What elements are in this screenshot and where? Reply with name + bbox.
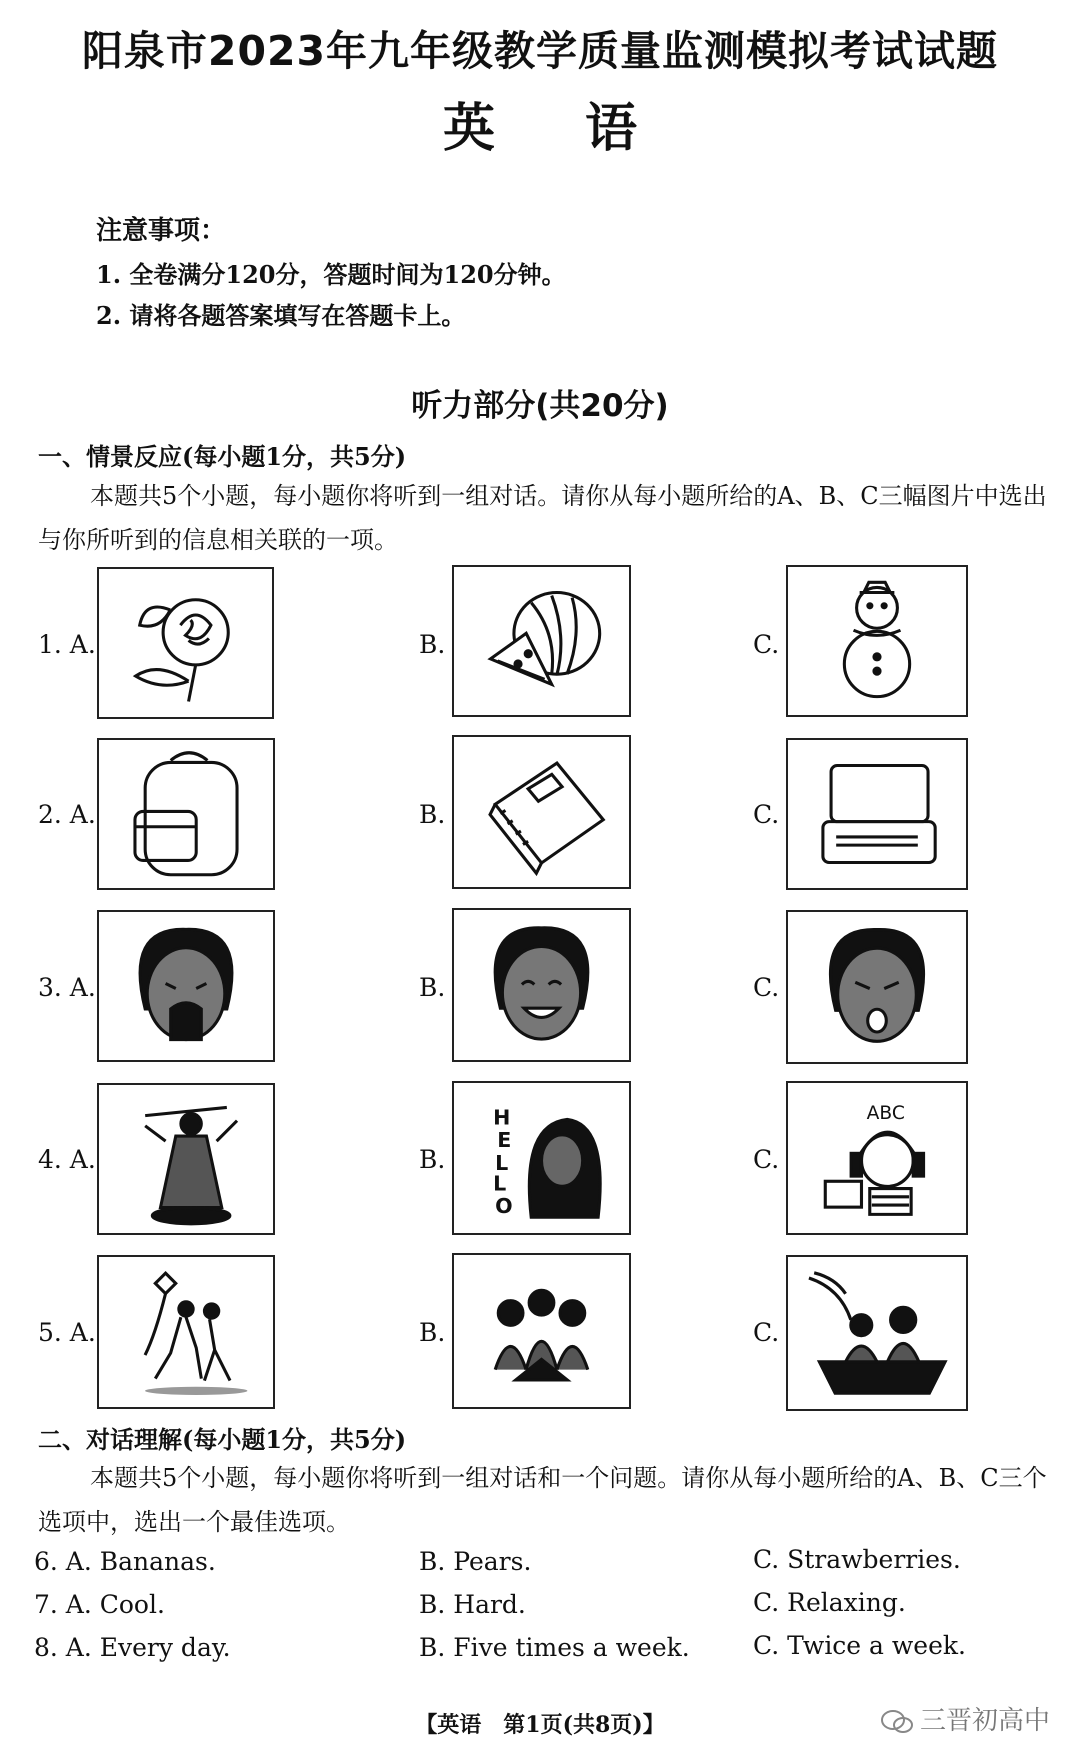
page-footer: 【英语 第1页(共8页)】 bbox=[415, 1712, 665, 1738]
watermark bbox=[880, 1700, 1050, 1737]
part-heading: 二、对话理解(每小题1分，共5分) bbox=[38, 1425, 407, 1454]
boat-people-icon bbox=[786, 1255, 968, 1411]
option-c-label: C. bbox=[753, 1318, 780, 1347]
smiling-face-icon bbox=[452, 908, 631, 1062]
watermelon-icon bbox=[452, 565, 631, 717]
hello-phone-icon bbox=[452, 1081, 631, 1235]
svg-text:ABC: ABC bbox=[866, 1103, 905, 1125]
option-b: B. Pears. bbox=[419, 1547, 532, 1576]
notice-item: 1. 全卷满分120分，答题时间为120分钟。 bbox=[96, 260, 566, 289]
option-c: C. Relaxing. bbox=[753, 1588, 906, 1617]
headphones-radio-icon bbox=[786, 1081, 968, 1235]
option-b-label: B. bbox=[419, 1145, 446, 1174]
section-title: 听力部分(共20分) bbox=[411, 388, 669, 424]
svg-text:E: E bbox=[497, 1128, 512, 1153]
option-c: C. Strawberries. bbox=[753, 1545, 961, 1574]
option-b: B. Hard. bbox=[419, 1590, 526, 1619]
option-c-label: C. bbox=[753, 1145, 780, 1174]
snowman-icon bbox=[786, 565, 968, 717]
part-heading: 一、情景反应(每小题1分，共5分) bbox=[38, 442, 407, 471]
subject-title: 英语 bbox=[442, 99, 727, 159]
option-b-label: B. bbox=[419, 973, 446, 1002]
backpack-icon bbox=[97, 738, 275, 890]
angry-face-icon bbox=[786, 910, 968, 1064]
question-label: 4. A. bbox=[38, 1145, 96, 1174]
option-a: 6. A. Bananas. bbox=[34, 1547, 216, 1576]
option-b-label: B. bbox=[419, 1318, 446, 1347]
notice-heading: 注意事项： bbox=[96, 216, 227, 246]
option-b-label: B. bbox=[419, 800, 446, 829]
option-a: 8. A. Every day. bbox=[34, 1633, 231, 1662]
notice-item: 2. 请将各题答案填写在答题卡上。 bbox=[96, 301, 466, 330]
kite-family-icon bbox=[97, 1255, 275, 1409]
watermark-text: 三晋初高中 bbox=[919, 1706, 1050, 1736]
svg-text:H: H bbox=[493, 1105, 511, 1130]
question-label: 2. A. bbox=[38, 800, 96, 829]
svg-text:L: L bbox=[495, 1150, 509, 1175]
option-a: 7. A. Cool. bbox=[34, 1590, 165, 1619]
option-c-label: C. bbox=[753, 800, 780, 829]
part-instruction: 本题共5个小题，每小题你将听到一组对话。请你从每小题所给的A、B、C三幅图片中选出与你所听到的信息相关联的一项。 bbox=[38, 482, 1047, 554]
exam-title: 阳泉市2023年九年级教学质量监测模拟考试试题 bbox=[81, 27, 999, 75]
group-photo-icon bbox=[452, 1253, 631, 1409]
rose-icon bbox=[97, 567, 274, 719]
option-b-label: B. bbox=[419, 630, 446, 659]
svg-text:O: O bbox=[495, 1194, 513, 1219]
part-instruction: 本题共5个小题，每小题你将听到一组对话和一个问题。请你从每小题所给的A、B、C三个选项中，选出一个最佳选项。 bbox=[38, 1464, 1047, 1536]
option-c: C. Twice a week. bbox=[753, 1631, 966, 1660]
wechat-icon bbox=[880, 1709, 914, 1735]
option-b: B. Five times a week. bbox=[419, 1633, 690, 1662]
dancing-girl-icon bbox=[97, 1083, 275, 1235]
svg-text:L: L bbox=[493, 1171, 507, 1196]
option-c-label: C. bbox=[753, 973, 780, 1002]
question-label: 1. A. bbox=[38, 630, 96, 659]
question-label: 3. A. bbox=[38, 973, 96, 1002]
question-label: 5. A. bbox=[38, 1318, 96, 1347]
crying-face-icon bbox=[97, 910, 275, 1062]
option-c-label: C. bbox=[753, 630, 780, 659]
notebook-icon bbox=[452, 735, 631, 889]
pencil-case-icon bbox=[786, 738, 968, 890]
